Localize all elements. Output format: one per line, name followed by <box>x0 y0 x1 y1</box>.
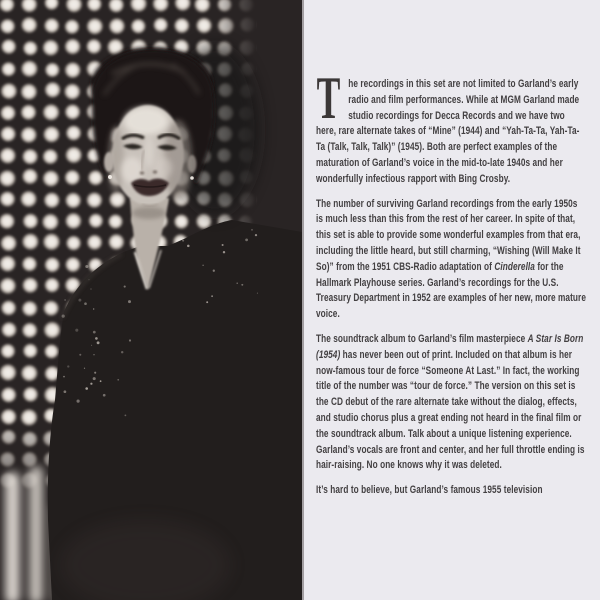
paragraph <box>316 483 586 499</box>
text-segment: It’s hard to believe, but Garland’s famous 1955 television <box>316 484 543 497</box>
paragraph <box>316 197 586 323</box>
text-segment: A Star Is Born (1954) <box>316 332 584 361</box>
svg-text:T: T <box>316 78 341 120</box>
text-segment: has never been out of print. Included on that album is her now-famous tour de force “Someone At Last.” In fact, the working title of the number was “tour de force.” The version on this set is the CD debut of the rare alternate take without the dialog, effects, and studio chorus plus a great ending not heard in the final film or the soundtrack album. Talk about a unique listening experience. Garland’s vocals are front and center, and her full throttle ending is hair-raising. No one knows why it was deleted. <box>316 348 585 472</box>
liner-notes <box>316 77 586 508</box>
text-segment: The soundtrack album to Garland’s film masterpiece <box>316 332 528 345</box>
forehead-highlight <box>124 107 168 135</box>
nose-highlight <box>144 136 154 168</box>
cheek-highlight-right <box>154 157 172 179</box>
text-segment: Cinderella <box>494 260 535 273</box>
earring-right <box>190 176 194 180</box>
head <box>91 45 260 219</box>
earring-left <box>108 175 112 179</box>
text-segment: he recordings in this set are not limited to Garland’s early radio and film performances. While at MGM Garland made studio recordings for Decca Records and we have two here, rare alternate takes of “Mine” (1944) and “Yah-Ta-Ta, Yah-Ta-Ta (Talk, Talk, Talk)” (1945). Both are perfect examples of the maturation of Garland’s voice in the mid-to-late 1940s and her wonderfully infectious rapport with Bing Crosby. <box>316 78 580 185</box>
text-segment: for the Hallmark Playhouse series. Garland’s recordings for the U.S. Treasury Department in 1952 are examples of her new, more mature voice. <box>316 260 586 321</box>
drop-cap <box>316 78 344 120</box>
paragraph <box>316 77 586 188</box>
under-chin-shadow <box>132 207 166 219</box>
ear-right <box>188 155 197 173</box>
ear-left <box>104 152 114 172</box>
paragraph <box>316 332 586 474</box>
text-segment: The number of surviving Garland recordings from the early 1950s is much less than this from the rest of her career. In spite of that, this set is able to provide some wonderful examples from that era, including the little heard, but still charming, “Wishing (Will Make It So)” from the 1951 CBS-Radio adaptation of <box>316 197 581 273</box>
